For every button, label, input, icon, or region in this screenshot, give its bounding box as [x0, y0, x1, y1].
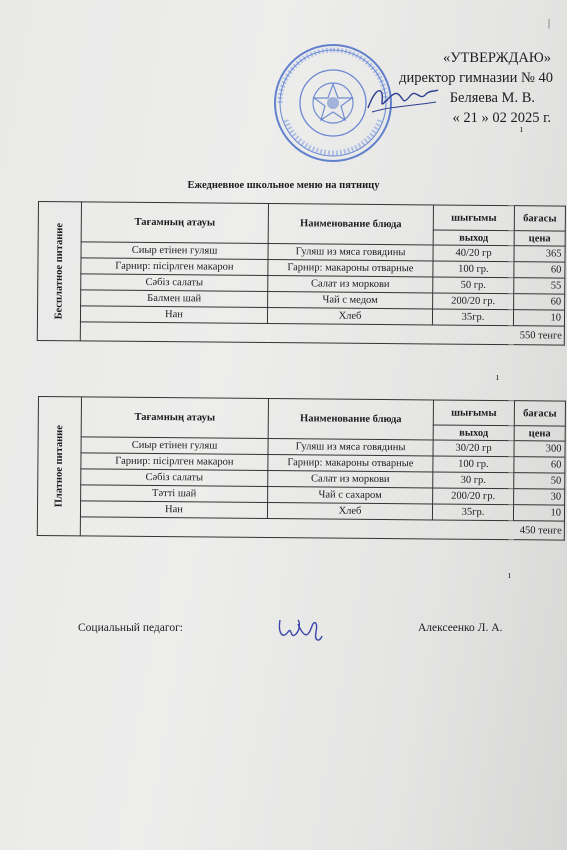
pedagogue-signature — [274, 612, 324, 648]
dish-name-kz: Балмен шай — [81, 290, 268, 308]
approval-position: директор гимназии № 40 — [399, 70, 553, 86]
dish-name-kz: Нан — [80, 501, 267, 519]
dish-output: 35гр. — [432, 504, 513, 521]
menu-title: Ежедневное школьное меню на пятницу — [187, 180, 380, 191]
dish-price: 10 — [513, 505, 564, 521]
dish-price: 300 — [514, 441, 565, 457]
dish-price: 30 — [514, 489, 565, 505]
header-price-kz: бағасы — [514, 206, 565, 231]
dish-name-kz: Тәтті шай — [81, 485, 268, 503]
header-name-ru: Наименование блюда — [268, 204, 433, 245]
header-name-kz: Тағамның атауы — [81, 397, 268, 439]
paid-menu-table — [37, 396, 566, 541]
dish-name-ru: Чай с сахаром — [268, 487, 433, 504]
header-price-ru: цена — [514, 426, 565, 441]
dish-name-ru: Гарнир: макароны отварные — [268, 260, 433, 277]
header-output-ru: выход — [433, 230, 514, 246]
dish-name-kz: Сәбіз салаты — [81, 469, 268, 487]
dish-output: 100 гр. — [433, 261, 514, 278]
dish-name-kz: Гарнир: пісірлген макарон — [81, 258, 268, 276]
dish-output: 35гр. — [432, 309, 513, 326]
dish-output: 50 гр. — [433, 277, 514, 294]
dish-output: 200/20 гр. — [433, 488, 514, 505]
dish-output: 40/20 гр — [433, 245, 514, 262]
dish-name-kz: Сиыр етінен гуляш — [81, 437, 268, 455]
scan-mark: | — [548, 18, 551, 29]
header-output-ru: выход — [433, 425, 514, 441]
dish-name-ru: Гуляш из мяса говядины — [268, 439, 433, 456]
scan-mark: ı — [520, 124, 523, 135]
dish-output: 30/20 гр — [433, 440, 514, 457]
dish-output: 200/20 гр. — [433, 293, 514, 310]
dish-price: 10 — [513, 310, 564, 326]
approval-date: « 21 » 02 2025 г. — [452, 110, 551, 126]
dish-price: 50 — [514, 473, 565, 489]
paid-menu-side-label: Платное питание — [37, 397, 81, 536]
free-menu-table — [37, 201, 566, 346]
dish-name-kz: Сиыр етінен гуляш — [81, 242, 268, 260]
dish-price: 60 — [514, 457, 565, 473]
dish-name-kz: Гарнир: пісірлген макарон — [81, 453, 268, 471]
header-output-kz: шығымы — [433, 205, 514, 231]
free-menu-side-label: Бесплатное питание — [37, 202, 81, 341]
header-price-ru: цена — [514, 231, 565, 246]
dish-name-kz: Нан — [80, 306, 267, 324]
footer-role: Социальный педагог: — [78, 622, 183, 634]
dish-name-kz: Сәбіз салаты — [81, 274, 268, 292]
dish-output: 100 гр. — [433, 456, 514, 473]
dish-price: 55 — [514, 278, 565, 294]
header-name-kz: Тағамның атауы — [81, 202, 268, 244]
free-menu-total: 550 тенге — [80, 322, 564, 345]
footer-name: Алексеенко Л. А. — [418, 622, 503, 634]
header-output-kz: шығымы — [433, 400, 514, 426]
dish-price: 60 — [514, 262, 565, 278]
paid-menu-total: 450 тенге — [80, 517, 564, 540]
scan-mark: ı — [496, 372, 499, 383]
dish-price: 365 — [514, 246, 565, 262]
scan-mark: ı — [508, 570, 511, 581]
dish-price: 60 — [514, 294, 565, 310]
dish-name-ru: Гуляш из мяса говядины — [268, 244, 433, 261]
header-price-kz: бағасы — [514, 401, 565, 426]
dish-name-ru: Гарнир: макароны отварные — [268, 455, 433, 472]
approval-heading: «УТВЕРЖДАЮ» — [443, 50, 551, 66]
dish-name-ru: Салат из моркови — [268, 471, 433, 488]
header-name-ru: Наименование блюда — [268, 399, 433, 440]
dish-name-ru: Салат из моркови — [268, 276, 433, 293]
dish-name-ru: Хлеб — [267, 308, 432, 325]
dish-output: 30 гр. — [433, 472, 514, 489]
dish-name-ru: Чай с медом — [268, 292, 433, 309]
dish-name-ru: Хлеб — [267, 503, 432, 520]
approval-block — [340, 48, 565, 128]
approval-director-name: Беляева М. В. — [449, 90, 535, 106]
